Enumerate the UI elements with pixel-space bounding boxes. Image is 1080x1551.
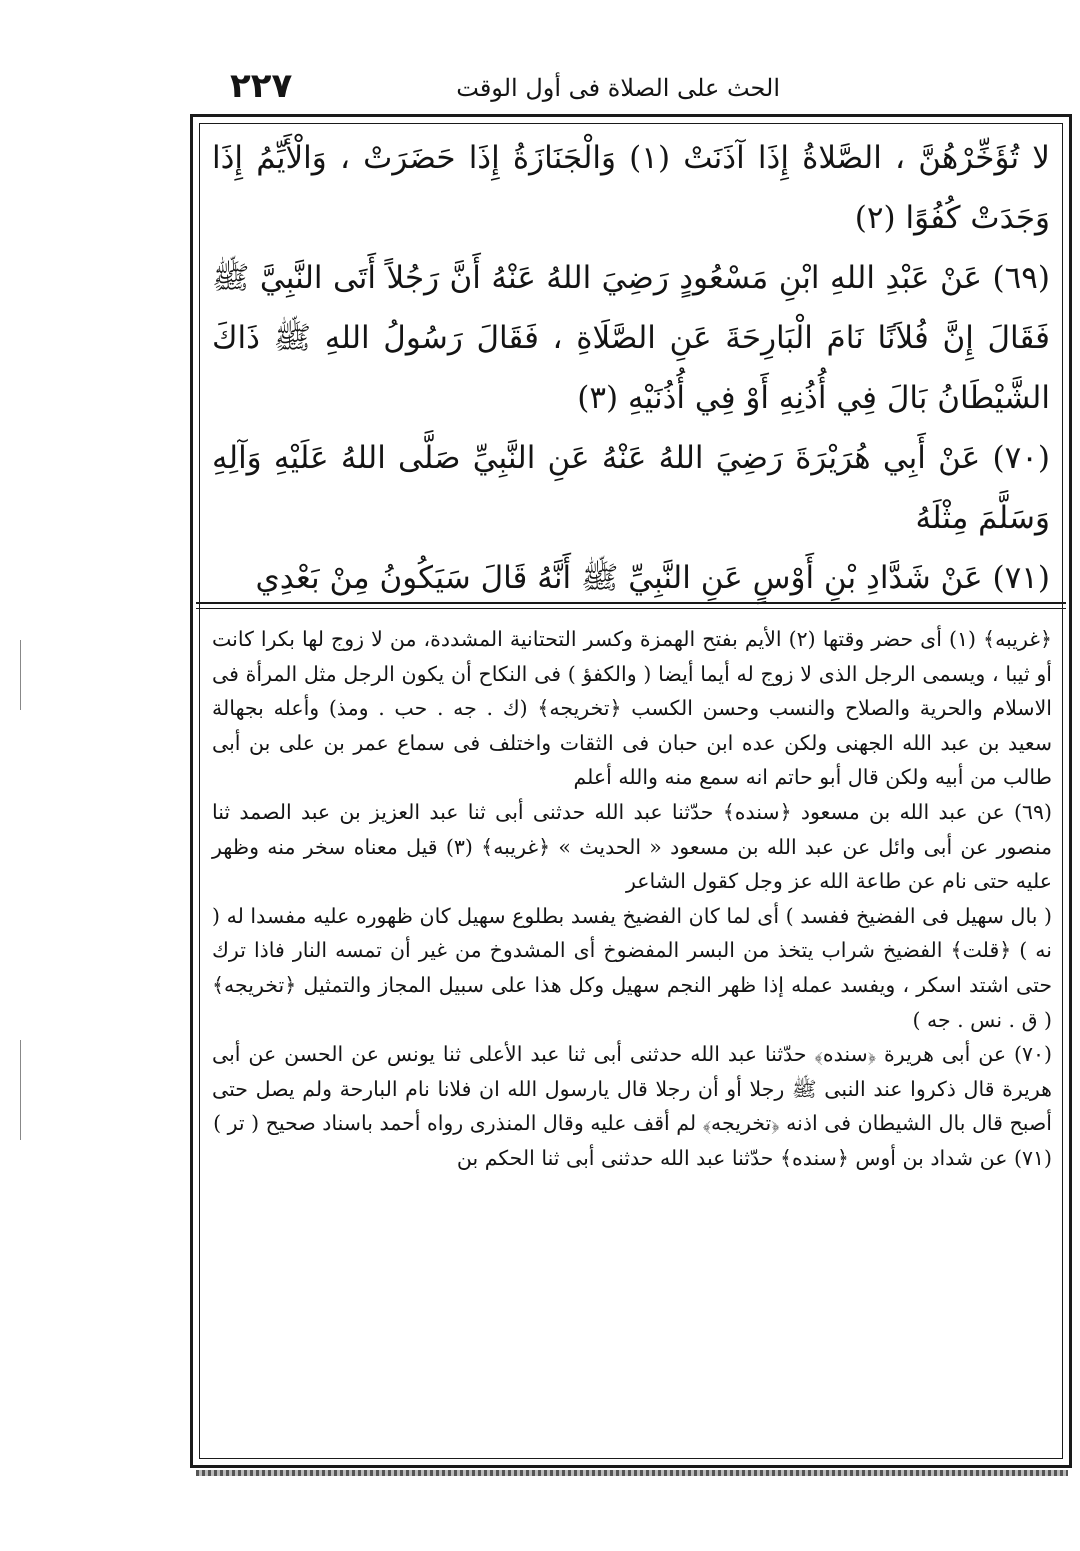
running-head: الحث على الصلاة فى أول الوقت xyxy=(456,74,780,102)
hadith-text-block xyxy=(212,128,1050,608)
page-number: ٢٢٧ xyxy=(230,66,293,106)
section-divider-thin xyxy=(196,608,1066,609)
matn-paragraph: لا تُؤَخِّرْهُنَّ ، الصَّلاةُ إِذَا آذَنَتْ (١) وَالْجَنَازَةُ إِذَا حَضَرَتْ ، وَالْأَيِّمُ إِذَا وَجَدَتْ كُفُوًا (٢) xyxy=(212,140,1050,236)
page-header xyxy=(200,62,780,112)
matn-paragraph: (٧١) عَنْ شَدَّادِ بْنِ أَوْسٍ عَنِ النَّبِيِّ ﷺ أَنَّهُ قَالَ سَيَكُونُ مِنْ بَعْدِي xyxy=(255,560,1050,596)
scan-margin-mark xyxy=(20,640,21,710)
commentary-paragraph: (٦٩) عن عبد الله بن مسعود ﴿سنده﴾ حدّثنا عبد الله حدثنى أبى ثنا عبد العزيز بن عبد الصمد ثنا منصور عن أبى وائل عن عبد الله بن مسعود « الحديث » ﴿غريبه﴾ (٣) قيل معناه سخر منه وظهر عليه حتى نام عن طاعة الله عز وجل كقول الشاعر xyxy=(212,799,1052,894)
commentary-paragraph: ﴿غريبه﴾ (١) أى حضر وقتها (٢) الأيم بفتح الهمزة وكسر التحتانية المشددة، من لا زوج لها بكرا كانت أو ثيبا ، ويسمى الرجل الذى لا زوج له أيما أيضا ( والكفؤ ) فى النكاح أن يكون الرجل مثل المرأة فى الاسلام والحرية والصلاح والنسب وحسن الكسب ﴿تخريجه﴾ (ك . جه . حب . ومذ) وأعله بجهالة سعيد بن عبد الله الجهنى ولكن عده ابن حبان فى الثقات واختلف فى سماع عمر بن على بن أبى طالب من أبيه ولكن قال أبو حاتم انه سمع منه والله أعلم xyxy=(212,627,1052,790)
commentary-paragraph: (٧٠) عن أبى هريرة ﴿سنده﴾ حدّثنا عبد الله حدثنى أبى ثنا عبد الأعلى ثنا يونس عن الحسن عن أبى هريرة قال ذكروا عند النبى ﷺ رجلا أو أن رجلا قال يارسول الله ان فلانا نام البارحة ولم يصل حتى أصبح قال بال الشيطان فى اذنه ﴿تخريجه﴾ لم أقف عليه وقال المنذرى رواه أحمد باسناد صحيح ( تر ) xyxy=(212,1042,1052,1136)
matn-paragraph: (٧٠) عَنْ أَبِي هُرَيْرَةَ رَضِيَ اللهُ عَنْهُ عَنِ النَّبِيِّ صَلَّى اللهُ عَلَيْهِ وَآلِهِ وَسَلَّمَ مِثْلَهُ xyxy=(212,440,1050,536)
commentary-paragraph: ( بال سهيل فى الفضيخ ففسد ) أى لما كان الفضيخ يفسد بطلوع سهيل كان ظهوره عليه مفسدا له ( نه ) ﴿قلت﴾ الفضيخ شراب يتخذ من البسر المفضوخ أى المشدوخ من غير أن تمسه النار فاذا ترك حتى اشتد اسكر ، ويفسد عمله إذا ظهر النجم سهيل وكل هذا على سبيل المجاز والتمثيل ﴿تخريجه﴾ ( ق . نس . جه ) xyxy=(212,903,1052,1032)
matn-paragraph: (٦٩) عَنْ عَبْدِ اللهِ ابْنِ مَسْعُودٍ رَضِيَ اللهُ عَنْهُ أَنَّ رَجُلاً أَتَى النَّبِيَّ ﷺ فَقَالَ إِنَّ فُلاَنًا نَامَ الْبَارِحَةَ عَنِ الصَّلَاةِ ، فَقَالَ رَسُولُ اللهِ ﷺ ذَاكَ الشَّيْطَانُ بَالَ فِي أُذُنِهِ أَوْ فِي أُذُنَيْهِ (٣) xyxy=(212,260,1050,416)
bottom-ornamental-rule xyxy=(196,1470,1068,1476)
commentary-paragraph: (٧١) عن شداد بن أوس ﴿سنده﴾ حدّثنا عبد الله حدثنى أبى ثنا الحكم بن xyxy=(456,1145,1052,1170)
scan-margin-mark xyxy=(20,1040,21,1140)
section-divider xyxy=(196,602,1066,604)
commentary-block xyxy=(212,622,1052,1176)
